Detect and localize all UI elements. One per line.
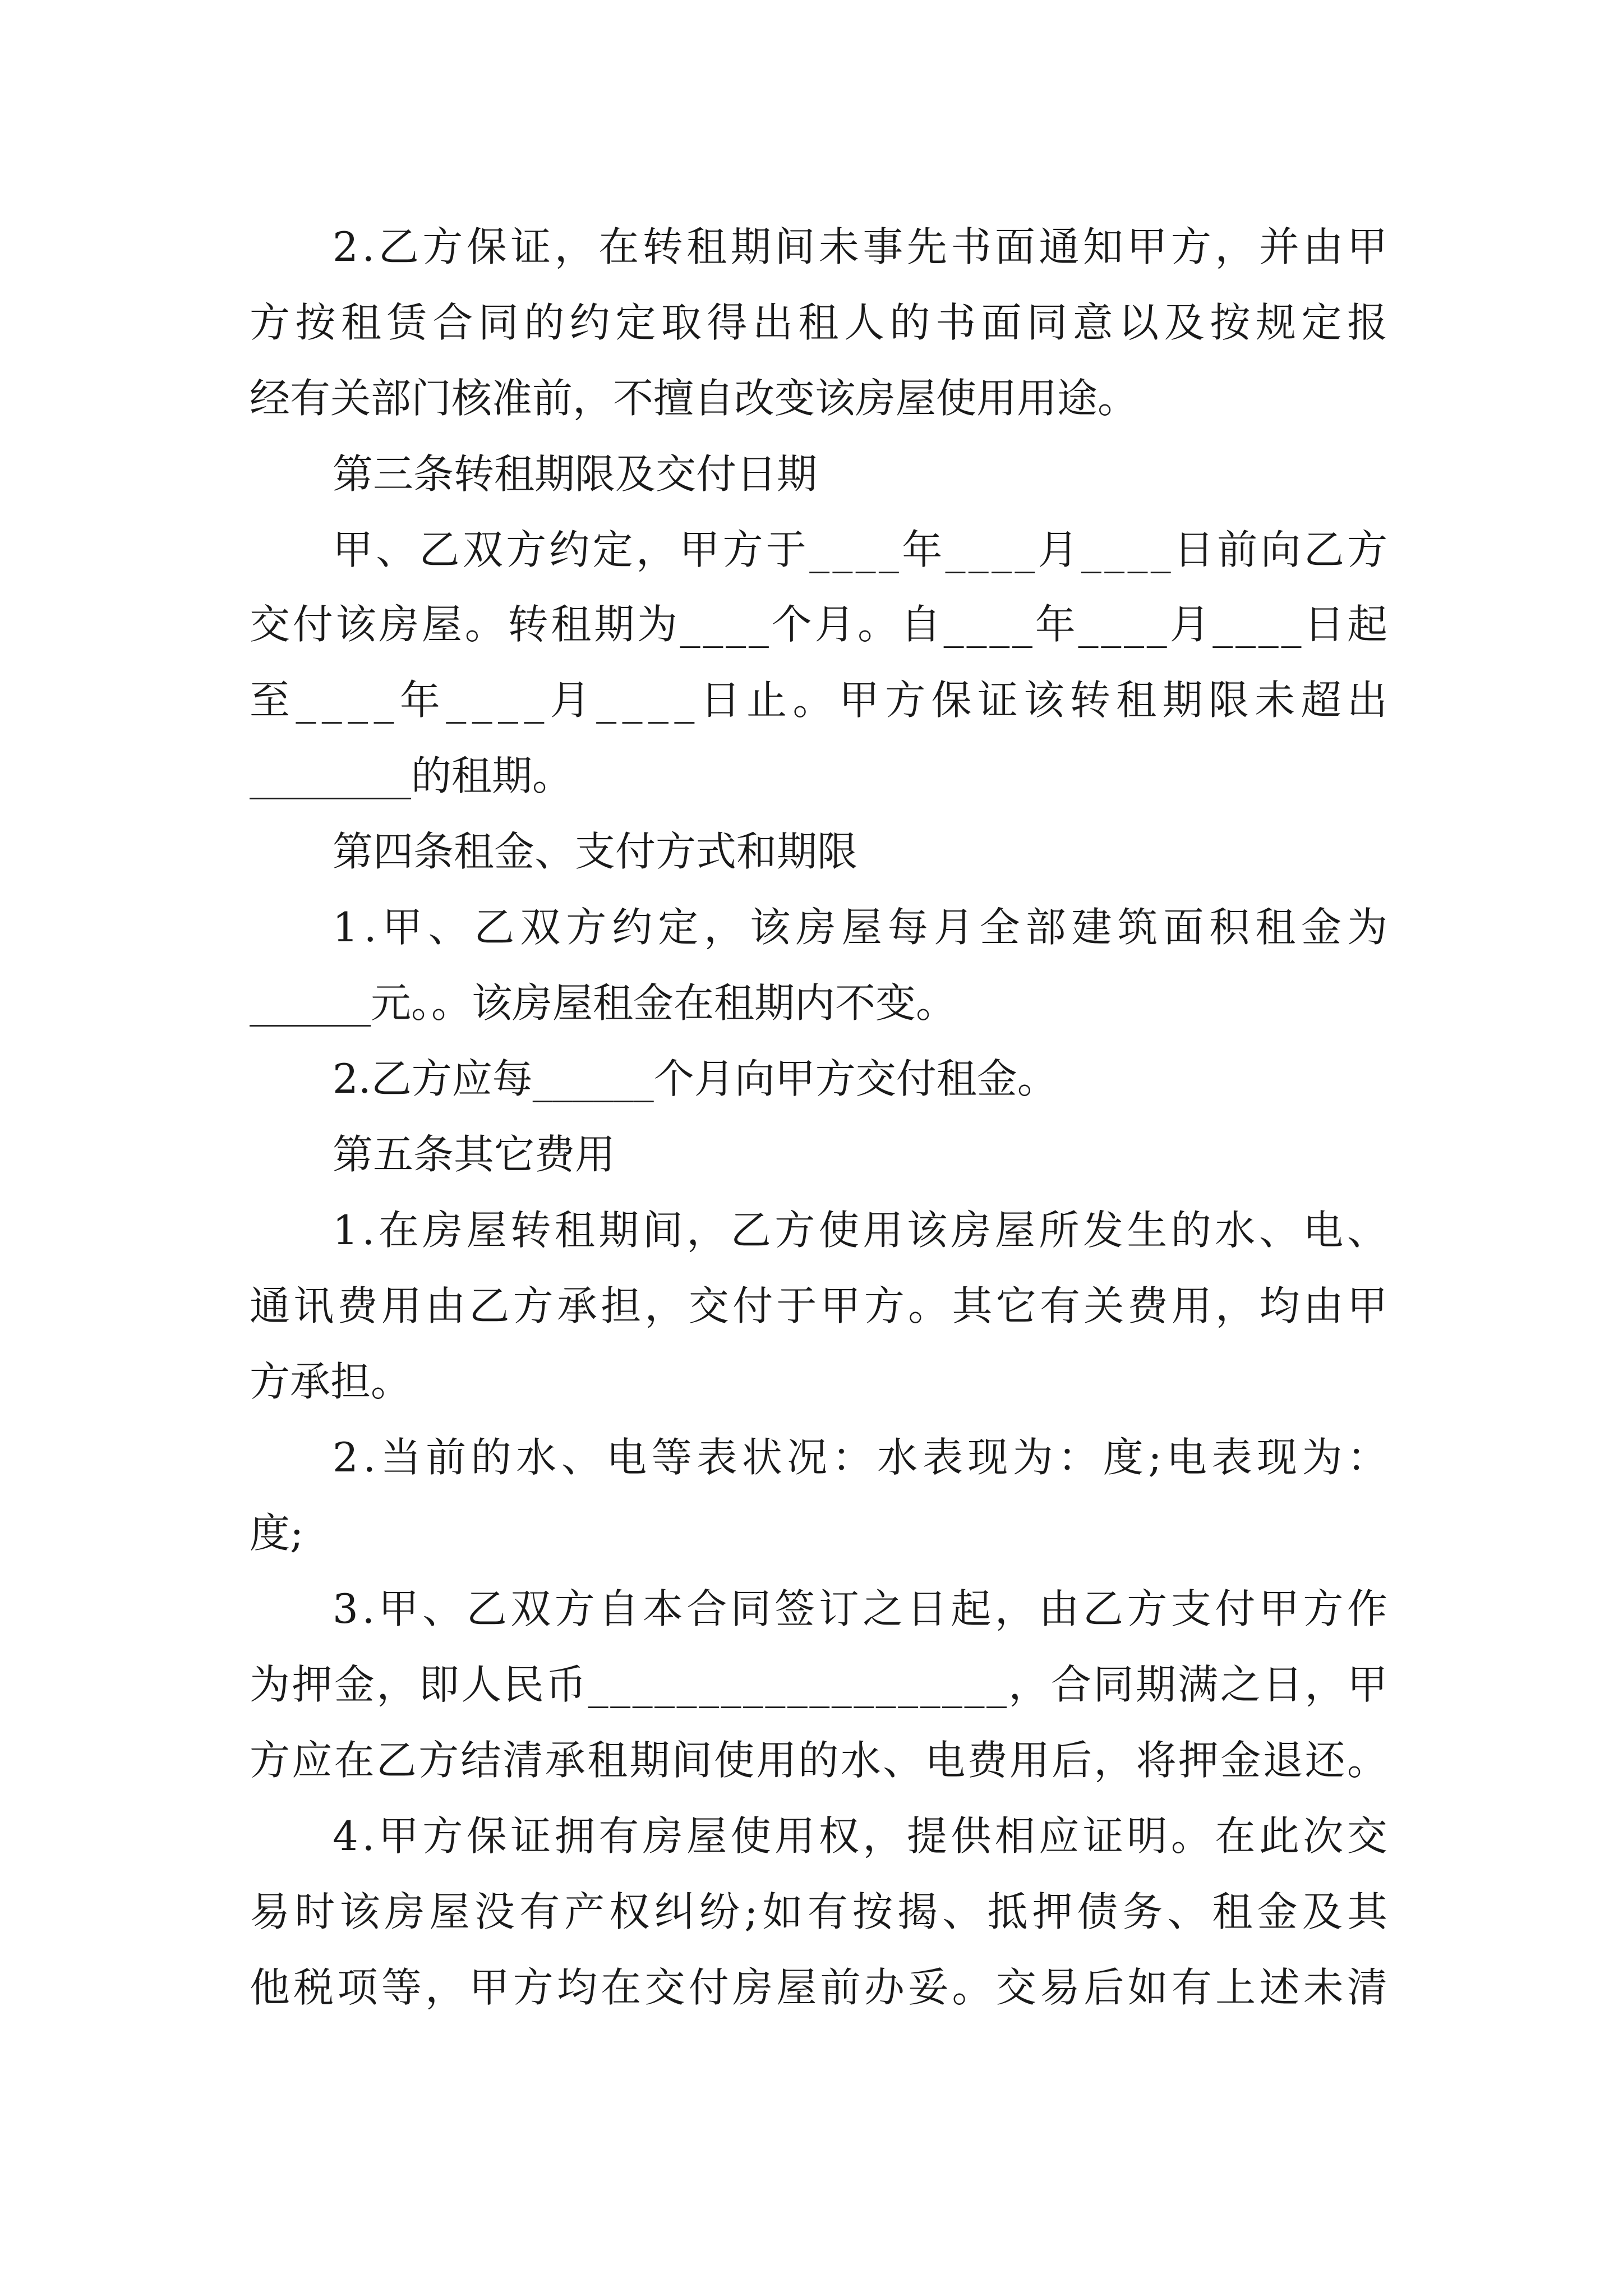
text-line: 经有关部门核准前，不擅自改变该房屋使用用途。 bbox=[250, 375, 1138, 422]
text-line: 方按租赁合同的约定取得出租人的书面同意以及按规定报 bbox=[250, 299, 1393, 346]
text-line: 他税项等，甲方均在交付房屋前办妥。交易后如有上述未清 bbox=[250, 1964, 1391, 2011]
text-line: 至____年____月____日止。甲方保证该转租期限未超出 bbox=[250, 677, 1394, 724]
text-line: 1.甲、乙双方约定，该房屋每月全部建筑面积租金为 bbox=[333, 904, 1394, 951]
text-line: 第五条其它费用 bbox=[333, 1131, 616, 1178]
text-line: 甲、乙双方约定，甲方于____年____月____日前向乙方 bbox=[333, 526, 1391, 573]
text-line: ________的租期。 bbox=[250, 752, 573, 799]
text-line: 第三条转租期限及交付日期 bbox=[333, 450, 818, 498]
text-line: 方承担。 bbox=[250, 1358, 412, 1405]
text-line: 第四条租金、支付方式和期限 bbox=[333, 828, 858, 875]
text-line: 2.当前的水、电等表状况：水表现为：度;电表现为： bbox=[333, 1434, 1393, 1481]
text-line: 交付该房屋。转租期为____个月。自____年____月____日起 bbox=[250, 601, 1390, 648]
text-line: ______元。。该房屋租金在租期内不变。 bbox=[250, 979, 957, 1027]
text-line: 4.甲方保证拥有房屋使用权，提供相应证明。在此次交 bbox=[333, 1812, 1391, 1860]
text-line: 1.在房屋转租期间，乙方使用该房屋所发生的水、电、 bbox=[333, 1207, 1391, 1254]
text-line: 3.甲、乙双方自本合同签订之日起，由乙方支付甲方作 bbox=[333, 1585, 1391, 1632]
text-line: 2.乙方应每______个月向甲方交付租金。 bbox=[333, 1055, 1058, 1102]
text-line: 2.乙方保证，在转租期间未事先书面通知甲方，并由甲 bbox=[333, 223, 1391, 270]
text-line: 通讯费用由乙方承担，交付于甲方。其它有关费用，均由甲 bbox=[250, 1282, 1391, 1329]
text-line: 易时该房屋没有产权纠纷;如有按揭、抵押债务、租金及其 bbox=[250, 1888, 1393, 1935]
text-line: 方应在乙方结清承租期间使用的水、电费用后，将押金退还。 bbox=[250, 1737, 1390, 1784]
text-line: 度; bbox=[250, 1510, 304, 1557]
text-line: 为押金，即人民币___________________，合同期满之日，甲 bbox=[250, 1661, 1390, 1708]
